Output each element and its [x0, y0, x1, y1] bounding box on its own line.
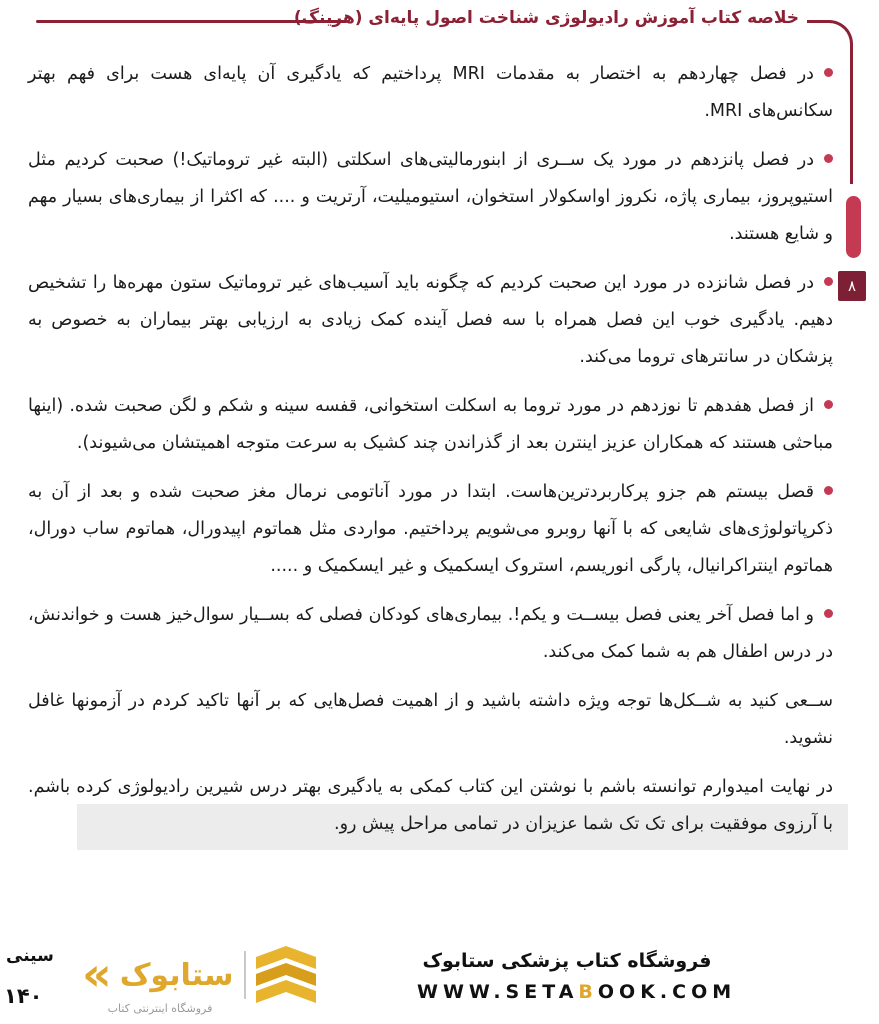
paragraph-text: و اما فصل آخر یعنی فصل بیســت و یکم!. بیماری‌های کودکان فصلی که بســیار سوال‌خیز هست و خواندنش، در درس اطفال هم به شما کمک می‌کند. [28, 605, 833, 662]
website-url-accent: B [578, 981, 598, 1003]
store-block [417, 950, 737, 1003]
bullet-icon [824, 400, 833, 409]
closing-paragraph [28, 769, 833, 843]
logo-emblem-icon [256, 946, 316, 1004]
logo-divider [244, 951, 246, 999]
logo-name: ستابوک [119, 957, 234, 993]
paragraph [28, 56, 833, 130]
page-number-badge [838, 271, 866, 301]
paragraph-text: از فصل هفدهم تا نوزدهم در مورد تروما به اسکلت استخوانی، قفسه سینه و شکم و لگن صحبت شده. (اینها مباحثی هستند که همکاران عزیز اینترن بعد از گذراندن چند کشیک به سرعت متوجه اهمیتشان می‌شیوند). [28, 396, 833, 453]
scroll-indicator-tab[interactable] [846, 196, 861, 258]
paragraph [28, 474, 833, 585]
edge-note-bottom: ۱۴۰ [4, 984, 43, 1008]
bullet-icon [824, 609, 833, 618]
bullet-icon [824, 486, 833, 495]
edge-note-top: سینی [6, 946, 54, 966]
bullet-icon [824, 68, 833, 77]
paragraph [28, 597, 833, 671]
website-url-suffix: OOK.COM [597, 981, 737, 1003]
paragraph [28, 142, 833, 253]
paragraph [28, 388, 833, 462]
store-title: فروشگاه کتاب پزشکی ستابوک [422, 950, 712, 972]
paragraph-text: در نهایت امیدوارم توانسته باشم با نوشتن این کتاب کمکی به یادگیری بهتر درس شیرین رادیولوژی کرده باشم. با آرزوی موفقیت برای تک تک شما عزیزان در تمامی مراحل پیش رو. [28, 777, 833, 834]
paragraph-text: در فصل شانزده در مورد این صحبت کردیم که چگونه باید آسیب‌های غیر تروماتیک ستون مهره‌ها را تشخیص دهیم. یادگیری خوب این فصل همراه با سه فصل آینده کمک زیادی به ارزیابی بهتر بیماران به خصوص به پزشکان در سانترهای تروما می‌کند. [28, 273, 833, 367]
setabook-logo [82, 946, 316, 1004]
page-number: ۸ [847, 277, 857, 295]
website-url-prefix: WWW.SETA [417, 981, 579, 1003]
bullet-icon [824, 277, 833, 286]
logo-tagline: فروشگاه اینترنتی کتاب [107, 1002, 213, 1015]
logo-chevrons-icon: « [82, 947, 110, 1002]
paragraph-text: در فصل چهاردهم به اختصار به مقدمات MRI پرداختیم که یادگیری آن پایه‌ای هست برای فهم بهتر سکانس‌های MRI. [28, 64, 833, 121]
content [28, 56, 833, 855]
paragraph-text: در فصل پانزدهم در مورد یک ســری از ابنورمالیتی‌های اسکلتی (البته غیر تروماتیک!) صحبت کردیم مثل استیوپروز، بیماری پاژه، نکروز اواسکولار استخوان، استیومیلیت، آرتریت و .... که اکثرا از بیماری‌های بسیار مهم و شایع هستند. [28, 150, 833, 244]
footer [0, 936, 879, 1024]
page-title: خلاصه کتاب آموزش رادیولوژی شناخت اصول پایه‌ای (هرینگ) [293, 8, 799, 28]
paragraph-text: ســعی کنید به شــکل‌ها توجه ویژه داشته باشید و از اهمیت فصل‌هایی که بر آنها تاکید کردم در آزمونها غافل نشوید. [28, 691, 833, 748]
bullet-icon [824, 154, 833, 163]
paragraph [28, 265, 833, 376]
paragraph [28, 683, 833, 757]
paragraph-text: قصل بیستم هم جزو پرکاربردترین‌هاست. ابتدا در مورد آناتومی نرمال مغز صحبت شده و بعد از آن به ذکرپاتولوژی‌های شایعی که با آنها روبرو می‌شویم پرداختیم. مواردی مثل هماتوم اپیدورال، هماتوم ساب دورال، هماتوم اینتراکرانیال، پارگی انوریسم، استروک ایسکمیک و غیر ایسکمیک و ..... [28, 482, 833, 576]
website-url[interactable] [417, 981, 737, 1003]
